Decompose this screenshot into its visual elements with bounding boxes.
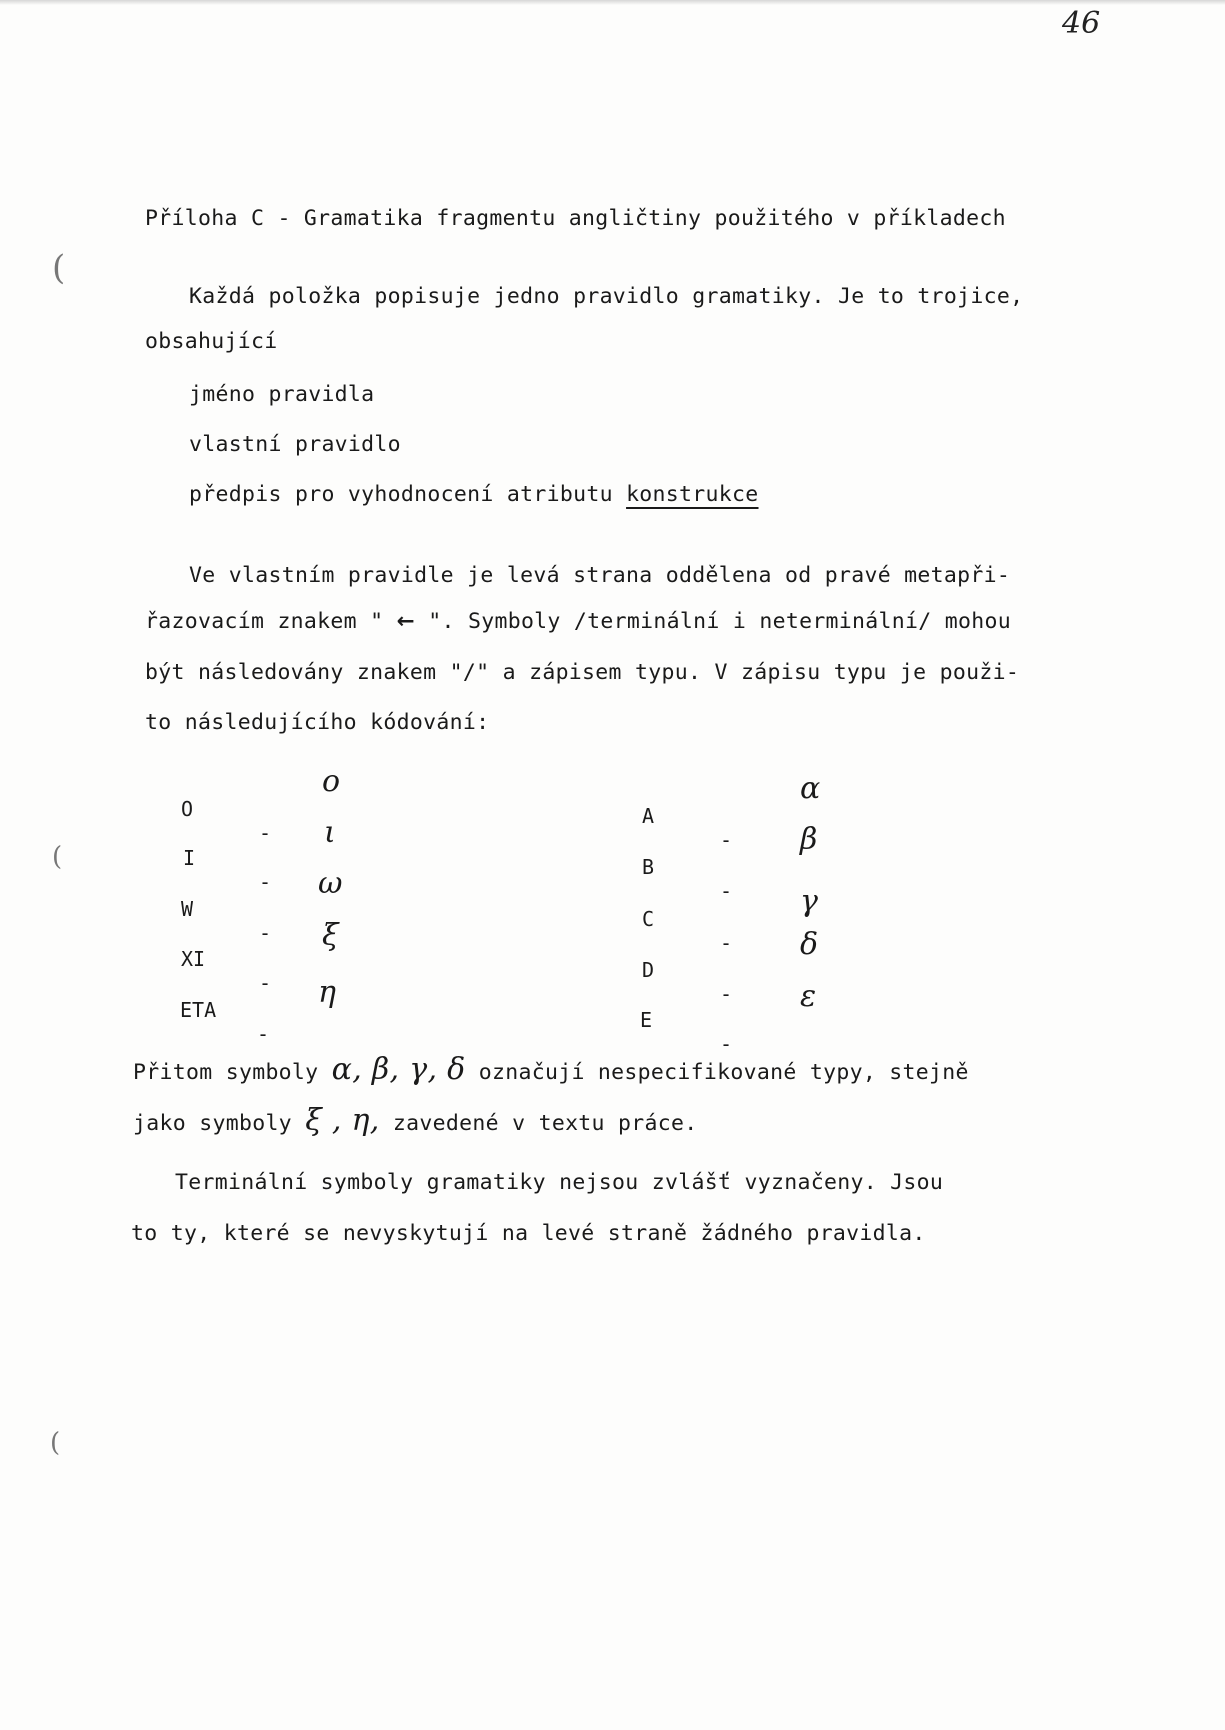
coding-dash: -	[259, 870, 272, 894]
paragraph-2-line-3: být následovány znakem "/" a zápisem typu. V zápisu typu je použi-	[145, 660, 1020, 685]
paragraph-1-line-2: obsahující	[145, 329, 278, 354]
greek-symbols: α, β, γ, δ	[331, 1052, 466, 1087]
greek-symbols: ξ , η,	[305, 1103, 380, 1138]
coding-key: O	[181, 797, 194, 821]
attribute-spec-text: předpis pro vyhodnocení atributu	[189, 482, 613, 507]
scan-edge	[0, 0, 1225, 5]
coding-symbol: ι	[324, 815, 336, 850]
paragraph-4-line-1: Terminální symboly gramatiky nejsou zvlášť vyznačeny. Jsou	[175, 1170, 944, 1195]
coding-key: B	[642, 855, 655, 879]
coding-key: ETA	[180, 998, 217, 1022]
page-title: Příloha C - Gramatika fragmentu angličtiny použitého v příkladech	[145, 206, 1006, 231]
coding-symbol: η	[318, 975, 336, 1010]
coding-dash: -	[720, 1032, 733, 1056]
punch-hole-mark: (	[52, 842, 63, 872]
paragraph-3-end: označují nespecifikované typy, stejně	[478, 1060, 969, 1085]
coding-dash: -	[259, 971, 272, 995]
paragraph-3-start: Přitom symboly	[133, 1060, 319, 1085]
coding-key: XI	[181, 947, 206, 971]
coding-symbol: ο	[322, 764, 341, 799]
coding-key: D	[642, 958, 655, 982]
coding-key: W	[181, 897, 194, 921]
list-item-attribute-spec	[189, 482, 759, 507]
coding-symbol: ξ	[322, 918, 339, 953]
underlined-term: konstrukce	[626, 482, 759, 507]
punch-hole-mark: (	[50, 1428, 61, 1458]
list-item-rule-body: vlastní pravidlo	[189, 432, 401, 457]
line-2-start: řazovacím znakem "	[145, 609, 384, 634]
punch-hole-mark: (	[52, 248, 66, 288]
list-item-rule-name: jméno pravidla	[189, 382, 375, 407]
paragraph-2-line-2	[145, 609, 1011, 634]
paragraph-2-line-4: to následujícího kódování:	[145, 710, 490, 735]
coding-symbol: ε	[800, 979, 817, 1014]
left-arrow-icon: ←	[396, 609, 415, 634]
paragraph-3-line-1	[133, 1052, 969, 1087]
paragraph-3-line-2-end: zavedené v textu práce.	[392, 1111, 698, 1136]
coding-dash: -	[720, 828, 733, 852]
coding-key: E	[640, 1008, 653, 1032]
coding-symbol: α	[800, 771, 821, 806]
paragraph-4-line-2: to ty, které se nevyskytují na levé straně žádného pravidla.	[131, 1221, 926, 1246]
coding-key: C	[642, 907, 655, 931]
paragraph-2-line-1: Ve vlastním pravidle je levá strana oddělena od pravé metapři-	[189, 563, 1011, 588]
coding-key: I	[183, 846, 196, 870]
coding-dash: -	[259, 921, 272, 945]
coding-dash: -	[257, 1022, 270, 1046]
coding-symbol: β	[800, 822, 818, 857]
line-2-end: ". Symboly /terminální i neterminální/ mohou	[428, 609, 1011, 634]
coding-dash: -	[720, 931, 733, 955]
coding-dash: -	[720, 879, 733, 903]
paragraph-3-line-2-start: jako symboly	[133, 1111, 292, 1136]
paragraph-1-line-1: Každá položka popisuje jedno pravidlo gramatiky. Je to trojice,	[189, 284, 1024, 309]
paragraph-3-line-2	[133, 1103, 698, 1138]
coding-key: A	[642, 804, 655, 828]
coding-dash: -	[720, 982, 733, 1006]
coding-symbol: δ	[800, 927, 819, 962]
coding-symbol: ω	[318, 866, 343, 901]
coding-symbol: γ	[800, 884, 818, 919]
coding-dash: -	[259, 821, 272, 845]
page-number: 46	[1062, 6, 1101, 41]
